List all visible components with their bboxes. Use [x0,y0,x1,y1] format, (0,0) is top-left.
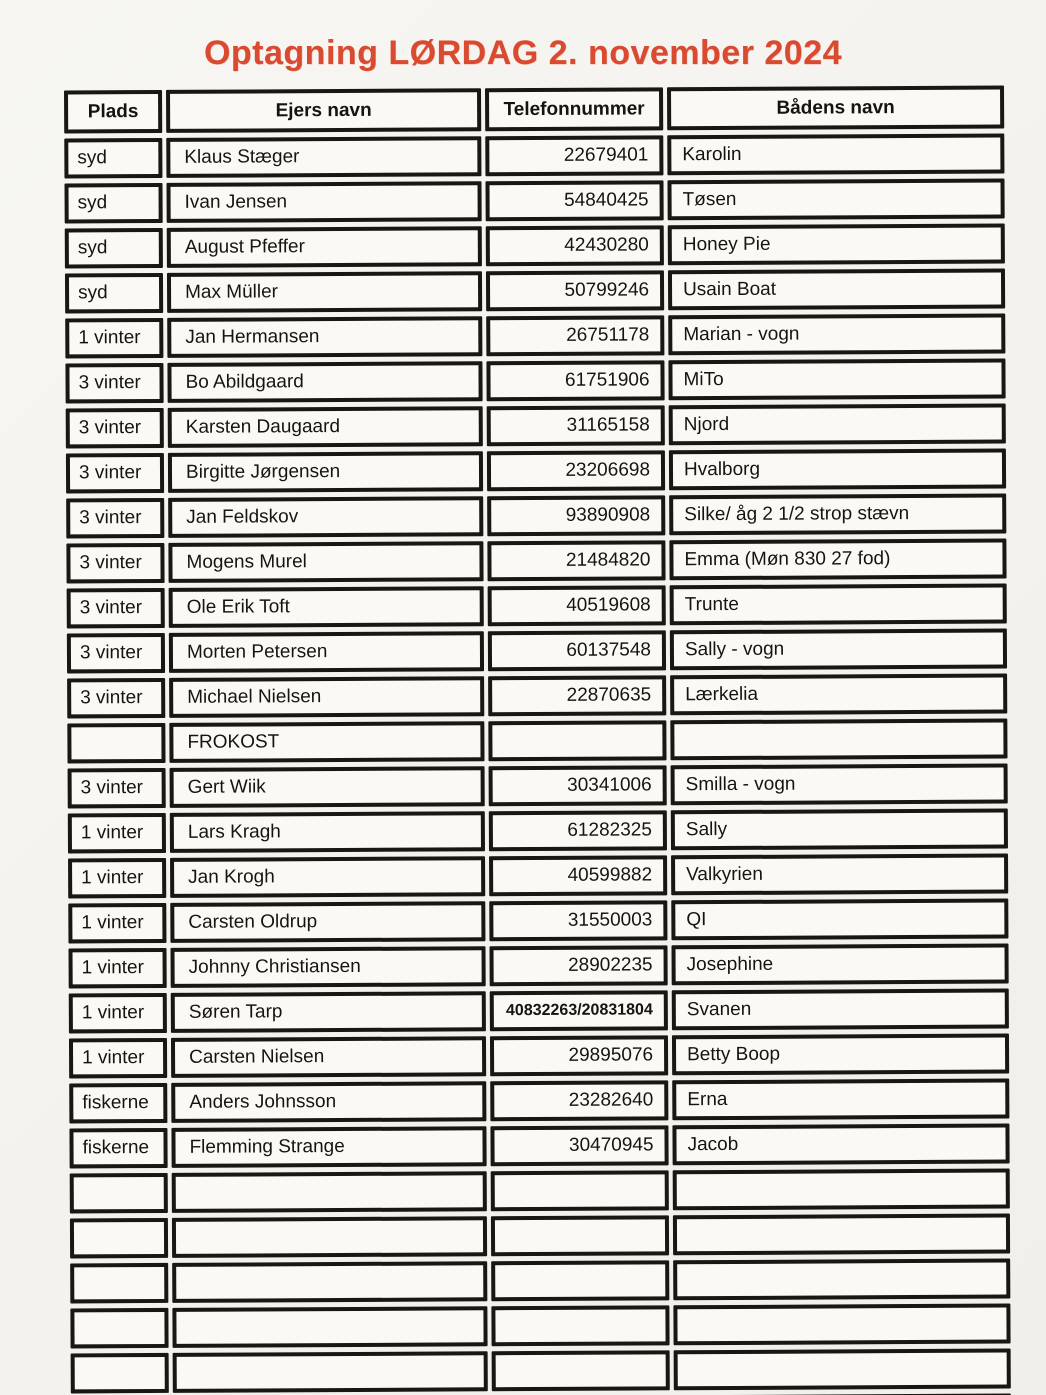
table-row [68,764,1008,809]
plads-cell: syd [64,183,162,224]
baadens-navn-cell: Sally - vogn [670,629,1007,671]
baadens-navn-cell: Smilla - vogn [671,764,1008,806]
baadens-navn-cell: Erna [672,1079,1009,1121]
table-row [67,719,1007,764]
ejers-navn-cell: Jan Feldskov [168,496,483,538]
plads-cell: 3 vinter [66,498,164,539]
telefonnummer-cell: 22870635 [488,675,666,716]
telefonnummer-cell: 21484820 [487,540,665,581]
telefonnummer-cell: 61282325 [489,810,667,851]
ejers-navn-cell: Flemming Strange [171,1126,486,1168]
table-row [69,1079,1009,1124]
baadens-navn-cell: Marian - vogn [668,314,1005,356]
table-row [65,269,1005,314]
telefonnummer-cell: 30470945 [490,1125,668,1166]
telefonnummer-cell: 30341006 [489,765,667,806]
plads-cell: 1 vinter [68,813,166,854]
telefonnummer-cell: 50799246 [486,270,664,311]
baadens-navn-cell: Usain Boat [668,269,1005,311]
plads-cell: 3 vinter [65,363,163,404]
ejers-navn-cell: Morten Petersen [169,631,484,673]
table-row [67,584,1007,629]
plads-cell: 3 vinter [66,543,164,584]
baadens-navn-cell: Jacob [672,1124,1009,1166]
plads-cell: 3 vinter [67,678,165,719]
telefonnummer-cell: 22679401 [485,135,663,176]
baadens-navn-cell: Betty Boop [672,1034,1009,1076]
ejers-navn-cell [172,1216,487,1258]
telefonnummer-cell: 40832263/20831804 [490,990,668,1031]
table-row [65,314,1005,359]
baadens-navn-cell [673,1304,1010,1346]
table-row [64,134,1004,179]
table-row [69,1034,1009,1079]
plads-cell: syd [65,273,163,314]
ejers-navn-cell: August Pfeffer [167,226,482,268]
baadens-navn-cell [673,1214,1010,1256]
plads-cell [70,1308,168,1349]
table-row [69,989,1009,1034]
telefonnummer-cell: 31550003 [489,900,667,941]
table-row [66,539,1006,584]
telefonnummer-cell: 26751178 [486,315,664,356]
baadens-navn-cell: Svanen [672,989,1009,1031]
baadens-navn-cell: Emma (Møn 830 27 fod) [669,539,1006,581]
ejers-navn-cell: Klaus Stæger [166,136,481,178]
plads-cell: 3 vinter [67,633,165,674]
ejers-navn-cell: Bo Abildgaard [167,361,482,403]
table-row [66,449,1006,494]
telefonnummer-cell: 31165158 [487,405,665,446]
table-row [68,854,1008,899]
plads-cell: fiskerne [69,1128,167,1169]
ejers-navn-cell: Anders Johnsson [171,1081,486,1123]
ejers-navn-cell: Carsten Oldrup [170,901,485,943]
ejers-navn-cell [173,1351,488,1393]
baadens-navn-cell: Hvalborg [669,449,1006,491]
baadens-navn-cell: Honey Pie [668,224,1005,266]
baadens-navn-cell [674,1349,1011,1391]
header-plads: Plads [64,90,162,134]
plads-cell [70,1218,168,1259]
telefonnummer-cell [491,1305,669,1346]
baadens-navn-cell [673,1259,1010,1301]
table-row [67,629,1007,674]
empty-table-row [70,1214,1010,1259]
telefonnummer-cell: 42430280 [486,225,664,266]
baadens-navn-cell: Njord [669,404,1006,446]
ejers-navn-cell: Michael Nielsen [169,676,484,718]
plads-cell [70,1263,168,1304]
table-row [66,404,1006,449]
header-telefonnummer: Telefonnummer [485,87,663,131]
ejers-navn-cell [172,1261,487,1303]
plads-cell [71,1353,169,1394]
plads-cell: 1 vinter [65,318,163,359]
telefonnummer-cell: 61751906 [486,360,664,401]
ejers-navn-cell: Lars Kragh [170,811,485,853]
plads-cell: 3 vinter [68,768,166,809]
baadens-navn-cell: Valkyrien [671,854,1008,896]
header-ejers-navn: Ejers navn [166,88,481,133]
telefonnummer-cell: 40519608 [488,585,666,626]
page-title: Optagning LØRDAG 2. november 2024 [203,34,843,72]
table-row [65,224,1005,269]
telefonnummer-cell: 60137548 [488,630,666,671]
telefonnummer-cell [491,1170,669,1211]
plads-cell: 1 vinter [68,858,166,899]
telefonnummer-cell [492,1350,670,1391]
table-row [68,944,1008,989]
table-row [66,494,1006,539]
plads-cell: syd [65,228,163,269]
telefonnummer-cell: 29895076 [490,1035,668,1076]
baadens-navn-cell: Sally [671,809,1008,851]
plads-cell [67,723,165,764]
telefonnummer-cell: 23206698 [487,450,665,491]
ejers-navn-cell: Ole Erik Toft [169,586,484,628]
ejers-navn-cell: Mogens Murel [168,541,483,583]
table-row [69,1124,1009,1169]
plads-cell: 1 vinter [68,903,166,944]
ejers-navn-cell: Max Müller [167,271,482,313]
baadens-navn-cell: MiTo [668,359,1005,401]
empty-table-row [70,1169,1010,1214]
boat-haul-out-table [64,86,1011,1395]
baadens-navn-cell [673,1169,1010,1211]
ejers-navn-cell: Jan Krogh [170,856,485,898]
empty-table-row [70,1304,1010,1349]
baadens-navn-cell: Josephine [671,944,1008,986]
telefonnummer-cell [491,1260,669,1301]
baadens-navn-cell [670,719,1007,761]
ejers-navn-cell: FROKOST [169,721,484,763]
telefonnummer-cell [491,1215,669,1256]
telefonnummer-cell: 28902235 [489,945,667,986]
baadens-navn-cell: Karolin [667,134,1004,176]
ejers-navn-cell: Karsten Daugaard [168,406,483,448]
ejers-navn-cell: Jan Hermansen [167,316,482,358]
table-row [65,359,1005,404]
table-row [68,899,1008,944]
ejers-navn-cell [172,1306,487,1348]
plads-cell: 3 vinter [67,588,165,629]
plads-cell: fiskerne [69,1083,167,1124]
baadens-navn-cell: Trunte [670,584,1007,626]
telefonnummer-cell: 93890908 [487,495,665,536]
plads-cell: 1 vinter [68,948,166,989]
ejers-navn-cell: Søren Tarp [171,991,486,1033]
table-row [67,674,1007,719]
table-header-row [64,86,1004,134]
baadens-navn-cell: QI [671,899,1008,941]
ejers-navn-cell: Birgitte Jørgensen [168,451,483,493]
baadens-navn-cell: Silke/ åg 2 1/2 strop stævn [669,494,1006,536]
empty-table-row [70,1259,1010,1304]
plads-cell: 1 vinter [69,1038,167,1079]
telefonnummer-cell [488,720,666,761]
plads-cell: syd [64,138,162,179]
empty-table-row [71,1349,1011,1394]
baadens-navn-cell: Lærkelia [670,674,1007,716]
telefonnummer-cell: 23282640 [490,1080,668,1121]
ejers-navn-cell: Ivan Jensen [166,181,481,223]
plads-cell: 1 vinter [69,993,167,1034]
table-row [68,809,1008,854]
baadens-navn-cell: Tøsen [667,179,1004,221]
telefonnummer-cell: 54840425 [485,180,663,221]
plads-cell: 3 vinter [66,453,164,494]
ejers-navn-cell: Gert Wiik [170,766,485,808]
plads-cell: 3 vinter [66,408,164,449]
ejers-navn-cell: Johnny Christiansen [170,946,485,988]
telefonnummer-cell: 40599882 [489,855,667,896]
ejers-navn-cell: Carsten Nielsen [171,1036,486,1078]
ejers-navn-cell [172,1171,487,1213]
header-baadens-navn: Bådens navn [667,86,1004,131]
table-body [64,134,1011,1395]
plads-cell [70,1173,168,1214]
table-row [64,179,1004,224]
